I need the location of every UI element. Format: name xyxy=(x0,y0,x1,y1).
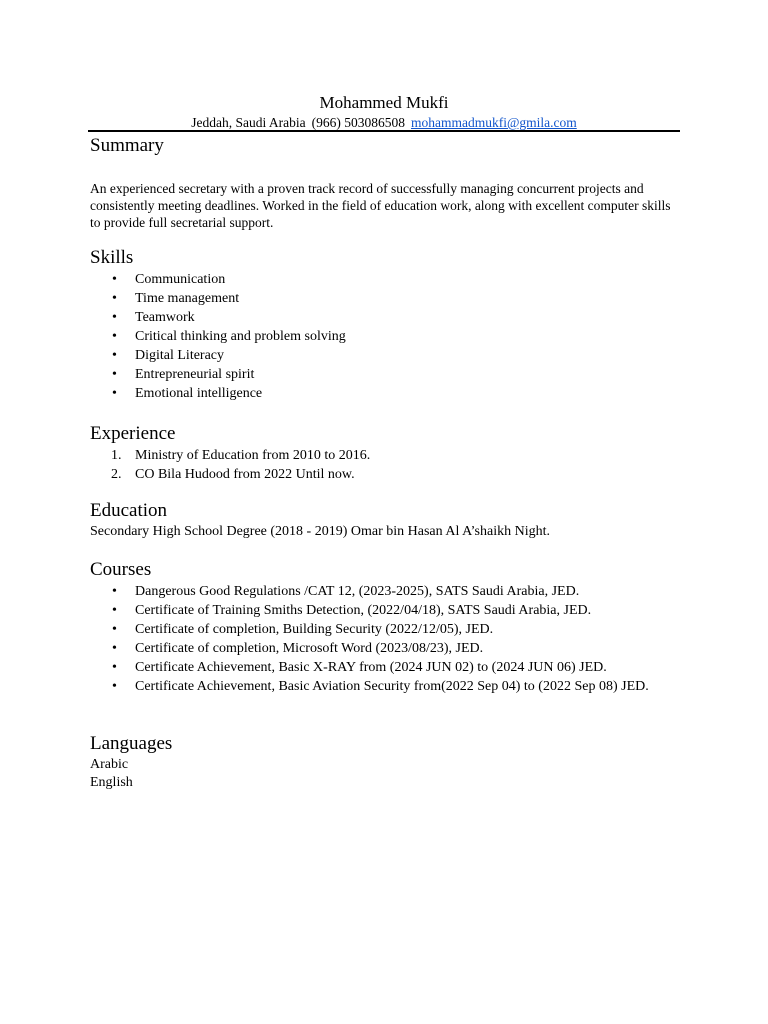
contact-line xyxy=(88,114,680,131)
bullet-icon: • xyxy=(112,348,117,363)
skill-item: • Emotional intelligence xyxy=(112,386,263,401)
languages-section xyxy=(90,732,680,792)
candidate-name: Mohammed Mukfi xyxy=(319,93,449,112)
language-item: English xyxy=(90,775,133,790)
bullet-icon: • xyxy=(112,291,117,306)
bullet-icon: • xyxy=(112,584,117,599)
location-text: Jeddah, Saudi Arabia xyxy=(191,115,306,130)
skills-list xyxy=(90,270,680,403)
summary-section xyxy=(90,134,680,231)
education-heading: Education xyxy=(90,500,168,521)
skill-item: • Entrepreneurial spirit xyxy=(112,367,255,382)
summary-heading: Summary xyxy=(90,135,164,156)
skill-item: • Teamwork xyxy=(112,310,195,325)
resume-header xyxy=(88,92,680,131)
bullet-icon: • xyxy=(112,272,117,287)
experience-list xyxy=(90,446,680,484)
bullet-icon: • xyxy=(112,603,117,618)
bullet-icon: • xyxy=(112,622,117,637)
courses-heading: Courses xyxy=(90,559,152,580)
bullet-icon: • xyxy=(112,679,117,694)
experience-heading: Experience xyxy=(90,423,176,444)
skill-item: • Digital Literacy xyxy=(112,348,225,363)
education-text: Secondary High School Degree (2018 - 2019) Omar bin Hasan Al A’shaikh Night. xyxy=(90,524,550,539)
skill-item: • Communication xyxy=(112,272,226,287)
bullet-icon: • xyxy=(112,367,117,382)
bullet-icon: • xyxy=(112,386,117,401)
experience-section xyxy=(90,422,680,484)
summary-text: An experienced secretary with a proven track record of successfully managing concurrent projects and consistently meeting deadlines. Worked in the field of education work, along with excellent computer skills to provide full secretarial support. xyxy=(90,181,671,230)
skills-section xyxy=(90,246,680,403)
courses-list xyxy=(90,582,680,696)
skills-heading: Skills xyxy=(90,247,134,268)
course-item: • Certificate Achievement, Basic X-RAY from (2024 JUN 02) to (2024 JUN 06) JED. xyxy=(112,660,607,675)
email-link[interactable]: mohammadmukfi@gmila.com xyxy=(410,115,577,130)
header-divider xyxy=(88,130,680,132)
bullet-icon: • xyxy=(112,641,117,656)
bullet-icon: • xyxy=(112,310,117,325)
experience-item: 1. Ministry of Education from 2010 to 2016. xyxy=(111,448,371,463)
experience-item: 2. CO Bila Hudood from 2022 Until now. xyxy=(111,467,355,482)
course-item: • Certificate of completion, Microsoft Word (2023/08/23), JED. xyxy=(112,641,484,656)
course-item: • Certificate of completion, Building Security (2022/12/05), JED. xyxy=(112,622,494,637)
phone-text: (966) 503086508 xyxy=(311,115,405,130)
skill-item: • Time management xyxy=(112,291,240,306)
course-item: • Certificate of Training Smiths Detection, (2022/04/18), SATS Saudi Arabia, JED. xyxy=(112,603,592,618)
courses-section xyxy=(90,558,680,696)
language-item: Arabic xyxy=(90,757,129,772)
course-item: • Dangerous Good Regulations /CAT 12, (2023-2025), SATS Saudi Arabia, JED. xyxy=(112,584,580,599)
course-item: • Certificate Achievement, Basic Aviation Security from(2022 Sep 04) to (2022 Sep 08) JED. xyxy=(112,679,649,694)
education-section xyxy=(90,499,680,541)
languages-heading: Languages xyxy=(90,733,173,754)
bullet-icon: • xyxy=(112,660,117,675)
skill-item: • Critical thinking and problem solving xyxy=(112,329,346,344)
bullet-icon: • xyxy=(112,329,117,344)
